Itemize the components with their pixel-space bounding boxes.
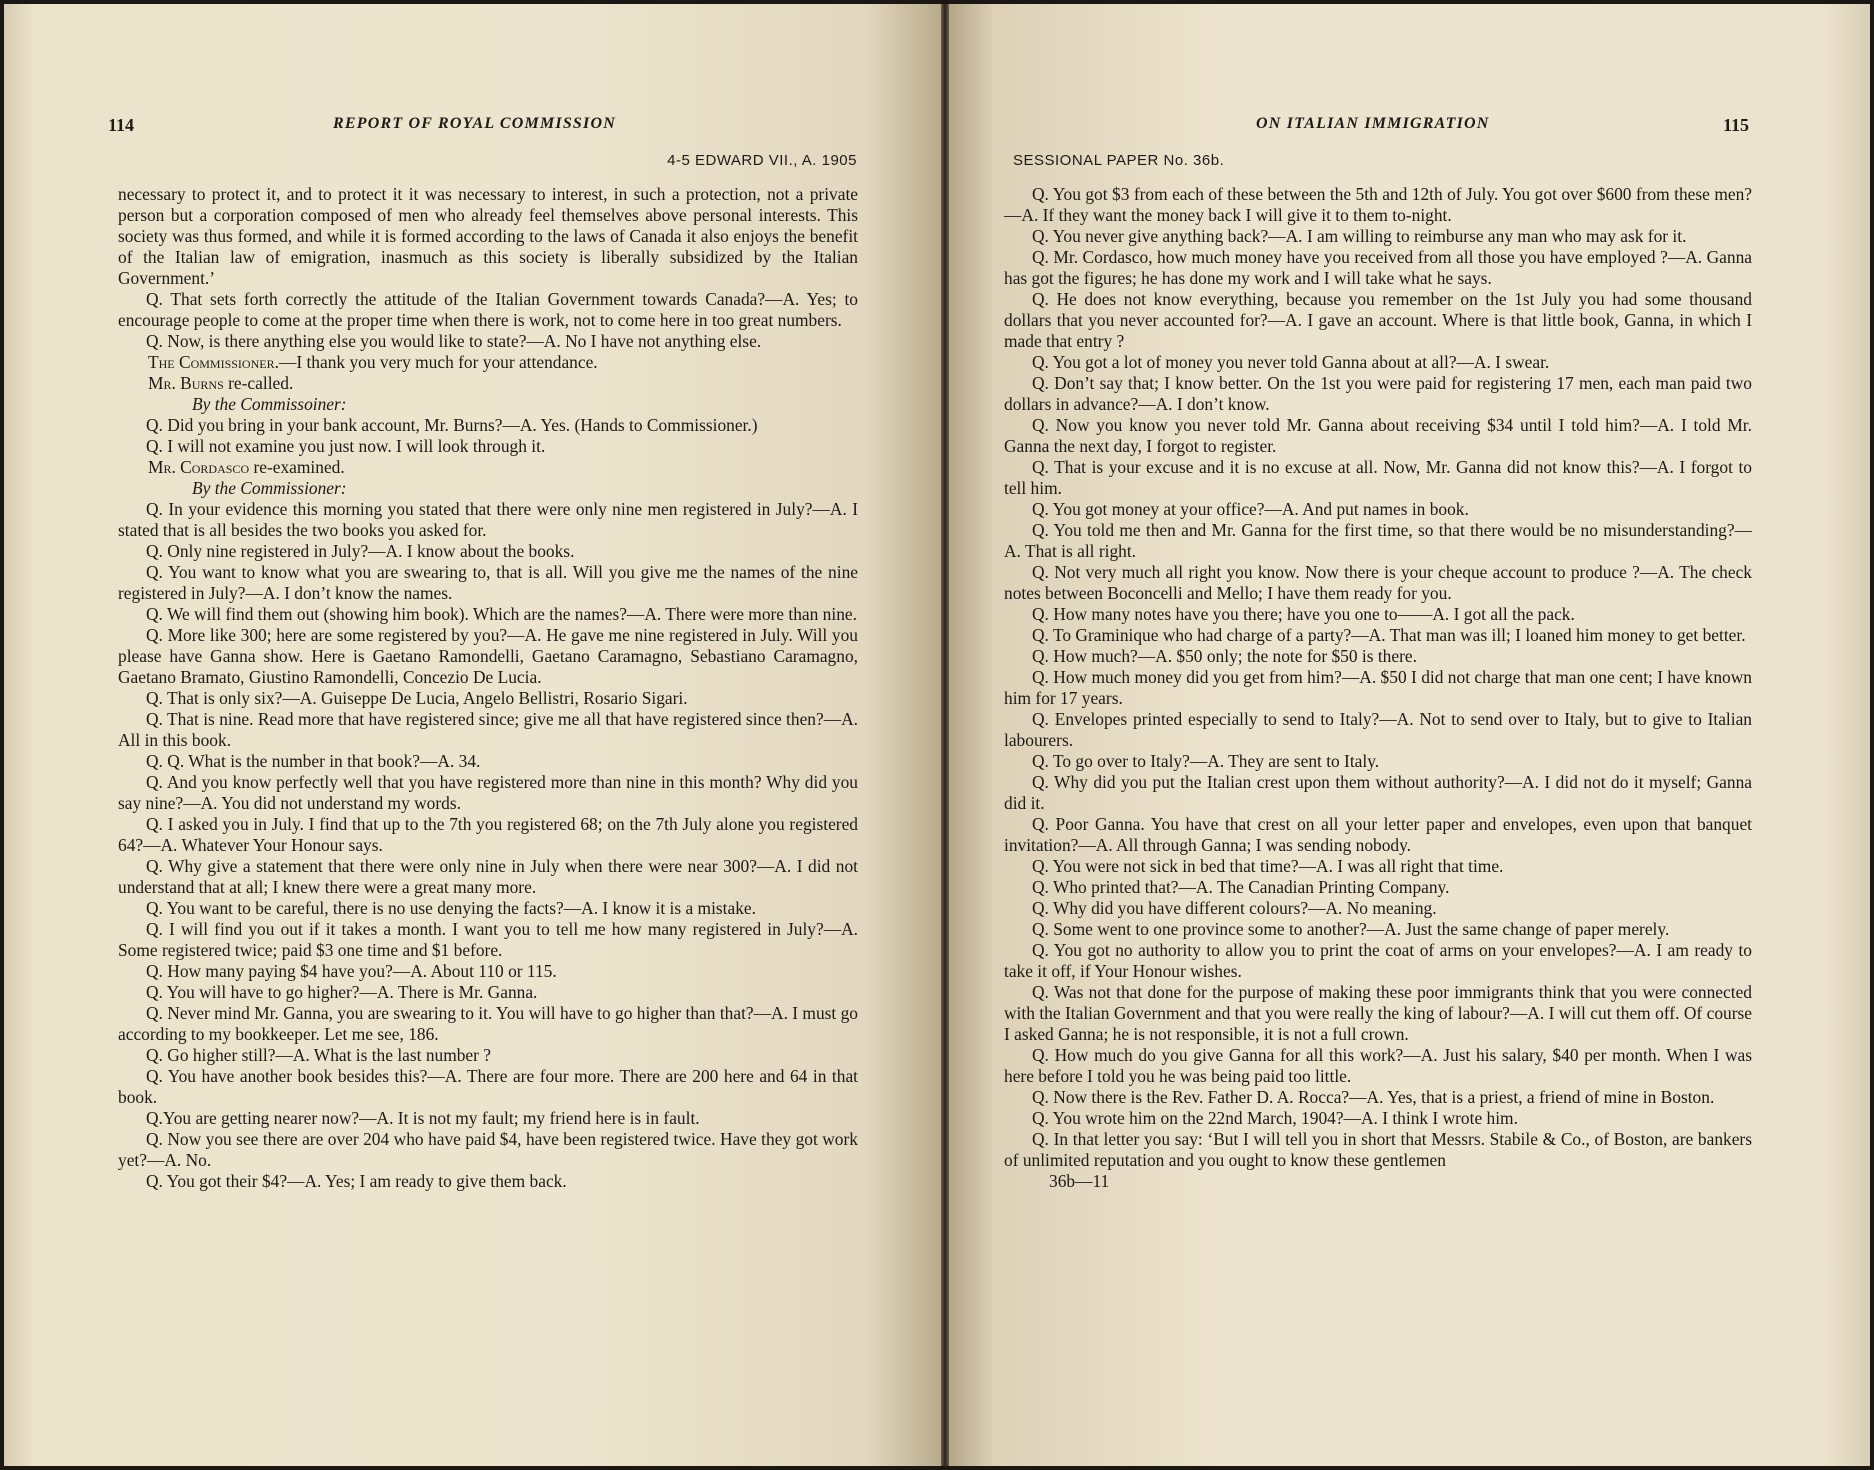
testimony-paragraph: Q. More like 300; here are some registered by you?—A. He gave me nine registered in July. Will you please have Ganna show. Here is Gaetano Ramondelli, Gaetano Caramagno, Sebastiano Caramagno, Gaetano Bramato, Giustino Ramondelli, Concezio De Lucia.	[118, 625, 858, 687]
page-number: 115	[1723, 115, 1750, 135]
running-head: ON ITALIAN IMMIGRATION	[1256, 115, 1490, 132]
testimony-paragraph: Q. You got money at your office?—A. And put names in book.	[1032, 499, 1469, 519]
speaker-name: Mr. Cordasco	[148, 457, 250, 477]
testimony-paragraph: Q. Now you know you never told Mr. Ganna about receiving $34 until I told him?—A. I told Mr. Ganna the next day, I forgot to register.	[1004, 415, 1752, 456]
session-subhead: 4-5 EDWARD VII., A. 1905	[667, 152, 857, 169]
speaker-name: Mr. Burns	[148, 373, 224, 393]
testimony-paragraph: Q. We will find them out (showing him book). Which are the names?—A. There were more than nine.	[146, 604, 857, 624]
book-spread	[4, 4, 1870, 1466]
testimony-paragraph: Q. Envelopes printed especially to send to Italy?—A. Not to send over to Italy, but to give to Italian labourers.	[1004, 709, 1752, 750]
testimony-paragraph: Q. Some went to one province some to another?—A. Just the same change of paper merely.	[1032, 919, 1670, 939]
testimony-paragraph: Q. How much?—A. $50 only; the note for $50 is there.	[1032, 646, 1417, 666]
testimony-paragraph: Q. That is only six?—A. Guiseppe De Lucia, Angelo Bellistri, Rosario Sigari.	[146, 688, 688, 708]
running-head: REPORT OF ROYAL COMMISSION	[333, 115, 616, 132]
testimony-paragraph: Q. Don’t say that; I know better. On the 1st you were paid for registering 17 men, each man paid two dollars in advance?—A. I don’t know.	[1004, 373, 1752, 414]
testimony-paragraph: Q. You told me then and Mr. Ganna for the first time, so that there would be no misunderstanding?—A. That is all right.	[1004, 520, 1752, 561]
testimony-paragraph: Q. Was not that done for the purpose of making these poor immigrants think that you were connected with the Italian Government and that you were really the king of labour?—A. I will cut them off. Of course I asked Ganna; he is not responsible, it is not a full crown.	[1004, 982, 1752, 1044]
testimony-paragraph: Q. You want to know what you are swearing to, that is all. Will you give me the names of the nine registered in July?—A. I don’t know the names.	[118, 562, 858, 603]
speaker-line	[118, 373, 858, 394]
testimony-paragraph: Q. You want to be careful, there is no use denying the facts?—A. I know it is a mistake.	[146, 898, 756, 918]
testimony-paragraph: Q. And you know perfectly well that you have registered more than nine in this month? Why did you say nine?—A. You did not understand my words.	[118, 772, 858, 813]
testimony-paragraph: necessary to protect it, and to protect it it was necessary to interest, in such a protection, not a private person but a corporation composed of men who already feel themselves above personal interests. This society was thus formed, and while it is formed according to the laws of Canada it also enjoys the benefit of the Italian law of emigration, inasmuch as this society is liberally subsidized by the Italian Government.’	[118, 184, 858, 288]
testimony-paragraph: Q. That is nine. Read more that have registered since; give me all that have registered since then?—A. All in this book.	[118, 709, 858, 750]
testimony-paragraph: Q. I will find you out if it takes a month. I want you to tell me how many registered in July?—A. Some registered twice; paid $3 one time and $1 before.	[118, 919, 858, 960]
testimony-paragraph: Q. How much money did you get from him?—A. $50 I did not charge that man one cent; I have known him for 17 years.	[1004, 667, 1752, 708]
speaker-text: —I thank you very much for your attendance.	[278, 352, 598, 372]
testimony-paragraph: Q. You got their $4?—A. Yes; I am ready to give them back.	[146, 1171, 567, 1191]
testimony-paragraph: Q.You are getting nearer now?—A. It is not my fault; my friend here is in fault.	[146, 1108, 700, 1128]
session-subhead: SESSIONAL PAPER No. 36b.	[1013, 152, 1225, 169]
testimony-paragraph: Q. You will have to go higher?—A. There is Mr. Ganna.	[146, 982, 538, 1002]
speaker-text: re-examined.	[249, 457, 345, 477]
testimony-paragraph: Q. How much do you give Ganna for all this work?—A. Just his salary, $40 per month. When I was here before I told you he was being paid too little.	[1004, 1045, 1752, 1086]
testimony-paragraph: Q. Now you see there are over 204 who have paid $4, have been registered twice. Have they got work yet?—A. No.	[118, 1129, 858, 1170]
testimony-paragraph: Q. You wrote him on the 22nd March, 1904?—A. I think I wrote him.	[1032, 1108, 1518, 1128]
speaker-line	[118, 352, 858, 373]
testimony-paragraph: Q. Why did you have different colours?—A. No meaning.	[1032, 898, 1437, 918]
testimony-paragraph: Q. Now, is there anything else you would like to state?—A. No I have not anything else.	[146, 331, 762, 351]
testimony-paragraph: Q. In that letter you say: ‘But I will tell you in short that Messrs. Stabile & Co., of Boston, are bankers of unlimited reputation and you ought to know these gentlemen	[1004, 1129, 1752, 1170]
speaker-name: The Commissioner.	[148, 352, 279, 372]
testimony-paragraph: Q. Why give a statement that there were only nine in July when there were near 300?—A. I did not understand that at all; I knew there were a great many more.	[118, 856, 858, 897]
speaker-line	[118, 457, 858, 478]
testimony-paragraph: Q. To go over to Italy?—A. They are sent to Italy.	[1032, 751, 1380, 771]
testimony-paragraph: Q. Mr. Cordasco, how much money have you received from all those you have employed ?—A. Ganna has got the figures; he has done my work and I will take what he says.	[1004, 247, 1752, 288]
testimony-paragraph: Q. How many notes have you there; have you one to——A. I got all the pack.	[1032, 604, 1575, 624]
left-page	[4, 4, 941, 1466]
testimony-paragraph: Q. You were not sick in bed that time?—A. I was all right that time.	[1032, 856, 1504, 876]
page-text	[118, 184, 858, 1192]
speaker-text: re-called.	[223, 373, 294, 393]
testimony-paragraph: Q. You got $3 from each of these between the 5th and 12th of July. You got over $600 from these men?—A. If they want the money back I will give it to them to-night.	[1004, 184, 1752, 225]
testimony-paragraph: Q. In your evidence this morning you stated that there were only nine men registered in July?—A. I stated that is all besides the two books you asked for.	[118, 499, 858, 540]
page-number: 114	[108, 115, 135, 135]
testimony-paragraph: Q. Did you bring in your bank account, Mr. Burns?—A. Yes. (Hands to Commissioner.)	[146, 415, 758, 435]
signature-mark: 36b—11	[1049, 1171, 1110, 1191]
testimony-paragraph: Q. Now there is the Rev. Father D. A. Rocca?—A. Yes, that is a priest, a friend of mine in Boston.	[1032, 1087, 1715, 1107]
testimony-paragraph: Q. Q. What is the number in that book?—A. 34.	[146, 751, 481, 771]
testimony-paragraph: Q. Why did you put the Italian crest upon them without authority?—A. I did not do it myself; Ganna did it.	[1004, 772, 1752, 813]
testimony-paragraph: Q. To Graminique who had charge of a party?—A. That man was ill; I loaned him money to get better.	[1032, 625, 1746, 645]
testimony-paragraph: Q. You got no authority to allow you to print the coat of arms on your envelopes?—A. I am ready to take it off, if Your Honour wishes.	[1004, 940, 1752, 981]
testimony-paragraph: Q. That is your excuse and it is no excuse at all. Now, Mr. Ganna did not know this?—A. I forgot to tell him.	[1004, 457, 1752, 498]
examiner-heading: By the Commissoiner:	[192, 394, 347, 414]
page-text	[1004, 184, 1752, 1192]
right-page	[949, 4, 1870, 1466]
testimony-paragraph: Q. You never give anything back?—A. I am willing to reimburse any man who may ask for it.	[1032, 226, 1687, 246]
testimony-paragraph: Q. He does not know everything, because you remember on the 1st July you had some thousand dollars that you never accounted for?—A. I gave an account. Where is that little book, Ganna, in which I made that entry ?	[1004, 289, 1752, 351]
testimony-paragraph: Q. You have another book besides this?—A. There are four more. There are 200 here and 64 in that book.	[118, 1066, 858, 1107]
testimony-paragraph: Q. You got a lot of money you never told Ganna about at all?—A. I swear.	[1032, 352, 1550, 372]
testimony-paragraph: Q. Poor Ganna. You have that crest on all your letter paper and envelopes, even upon that banquet invitation?—A. All through Ganna; I was sending nobody.	[1004, 814, 1752, 855]
testimony-paragraph: Q. That sets forth correctly the attitude of the Italian Government towards Canada?—A. Yes; to encourage people to come at the proper time when there is work, not to come here in too great numbers.	[118, 289, 858, 330]
testimony-paragraph: Q. Never mind Mr. Ganna, you are swearing to it. You will have to go higher than that?—A. I must go according to my bookkeeper. Let me see, 186.	[118, 1003, 858, 1044]
testimony-paragraph: Q. Not very much all right you know. Now there is your cheque account to produce ?—A. The check notes between Boconcelli and Mello; I have them ready for you.	[1004, 562, 1752, 603]
testimony-paragraph: Q. How many paying $4 have you?—A. About 110 or 115.	[146, 961, 557, 981]
gutter	[941, 4, 949, 1466]
testimony-paragraph: Q. Who printed that?—A. The Canadian Printing Company.	[1032, 877, 1450, 897]
testimony-paragraph: Q. I asked you in July. I find that up to the 7th you registered 68; on the 7th July alone you registered 64?—A. Whatever Your Honour says.	[118, 814, 858, 855]
testimony-paragraph: Q. Go higher still?—A. What is the last number ?	[146, 1045, 492, 1065]
testimony-paragraph: Q. Only nine registered in July?—A. I know about the books.	[146, 541, 575, 561]
examiner-heading: By the Commissioner:	[192, 478, 347, 498]
testimony-paragraph: Q. I will not examine you just now. I will look through it.	[146, 436, 546, 456]
